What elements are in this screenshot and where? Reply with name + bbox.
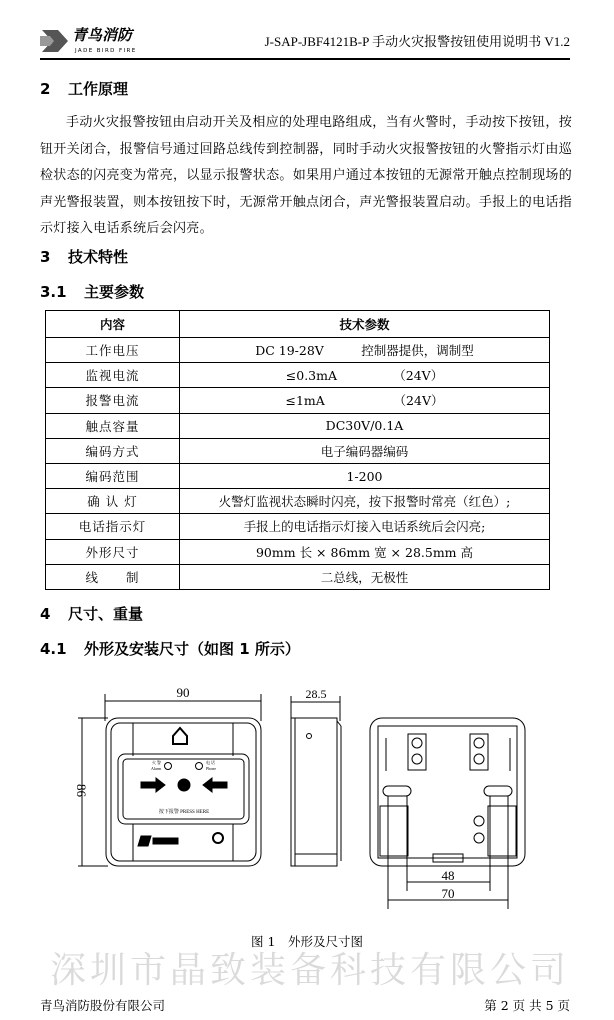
phone-label-cn: 电 话 xyxy=(206,760,215,765)
parameter-table xyxy=(45,310,550,590)
document-title: J-SAP-JBF4121B-P 手动火灾报警按钮使用说明书 V1.2 xyxy=(264,34,570,49)
table-row xyxy=(46,489,550,514)
table-row xyxy=(46,514,550,539)
paragraph: 手动火灾报警按钮由启动开关及相应的处理电路组成，当有火警时，手动按下按钮，按钮开关闭合，报警信号通过回路总线传到控制器，同时手动火灾报警按钮的火警指示灯由巡检状态的闪亮变为常亮，以显示报警状态。如果用户通过本按钮的无源常开触点控制现场的声光警报装置，则本按钮按下时，无源常开触点闭合，声光警报装置启动。手报上的电话指示灯接入电话系统后会闪亮。 xyxy=(40,115,573,236)
dim-height-label: 86 xyxy=(74,784,89,797)
table-row xyxy=(46,363,550,388)
column-header: 内容 xyxy=(46,311,180,338)
param-value: DC 19-28V 控制器提供，调制型 xyxy=(180,338,550,363)
section-heading: 3.1 主要参数 xyxy=(40,283,145,301)
footer-company: 青鸟消防股份有限公司 xyxy=(40,998,166,1013)
param-name: 外形尺寸 xyxy=(46,539,180,564)
param-name: 监视电流 xyxy=(46,363,180,388)
param-name: 触点容量 xyxy=(46,413,180,438)
table-row xyxy=(46,564,550,589)
alarm-label-cn: 火 警 xyxy=(152,760,161,765)
param-value: 二总线，无极性 xyxy=(180,564,550,589)
logo-icon xyxy=(40,28,72,54)
press-label: 按下报警 PRESS HERE xyxy=(158,810,210,815)
section-heading: 2 工作原理 xyxy=(40,80,129,98)
param-name: 报警电流 xyxy=(46,388,180,413)
param-value: 90mm 长 × 86mm 宽 × 28.5mm 高 xyxy=(180,539,550,564)
param-name: 编码范围 xyxy=(46,463,180,488)
phone-label: Phone xyxy=(206,766,216,771)
section-heading: 3 技术特性 xyxy=(40,248,129,266)
param-name: 电话指示灯 xyxy=(46,514,180,539)
param-name: 编码方式 xyxy=(46,438,180,463)
table-row xyxy=(46,539,550,564)
param-value: 手报上的电话指示灯接入电话系统后会闪亮; xyxy=(180,514,550,539)
table-row xyxy=(46,413,550,438)
company-logo xyxy=(40,28,150,58)
param-value: ≤0.3mA （24V） xyxy=(180,363,550,388)
dim-width-label: 90 xyxy=(176,685,190,700)
param-value: ≤1mA （24V） xyxy=(180,388,550,413)
table-row xyxy=(46,438,550,463)
header-divider xyxy=(40,58,570,60)
alarm-label: Alarm xyxy=(151,766,162,771)
table-row xyxy=(46,388,550,413)
param-name: 工作电压 xyxy=(46,338,180,363)
page-number: 第 2 页 共 5 页 xyxy=(484,998,570,1013)
dim-depth-label: 28.5 xyxy=(305,687,327,701)
param-name: 确 认 灯 xyxy=(46,489,180,514)
param-value: 火警灯监视状态瞬时闪亮，按下报警时常亮（红色）; xyxy=(180,489,550,514)
column-header: 技术参数 xyxy=(180,311,550,338)
param-value: DC30V/0.1A xyxy=(180,413,550,438)
section-heading: 4 尺寸、重量 xyxy=(40,605,144,623)
table-row xyxy=(46,338,550,363)
dim-70-label: 70 xyxy=(441,886,455,901)
param-name: 线 制 xyxy=(46,564,180,589)
logo-subtext: JADE BIRD FIRE xyxy=(75,48,137,54)
watermark: 深圳市晶致装备科技有限公司 xyxy=(50,950,571,991)
table-row xyxy=(46,463,550,488)
param-value: 1-200 xyxy=(180,463,550,488)
figure-caption: 图 1 外形及尺寸图 xyxy=(251,934,363,949)
dim-48-label: 48 xyxy=(441,868,455,883)
param-value: 电子编码器编码 xyxy=(180,438,550,463)
side-view xyxy=(291,696,341,866)
dimension-drawing xyxy=(74,676,548,916)
section-heading: 4.1 外形及安装尺寸（如图 1 所示） xyxy=(40,640,300,658)
logo-text: 青鸟消防 xyxy=(72,26,133,44)
front-view xyxy=(78,694,261,866)
